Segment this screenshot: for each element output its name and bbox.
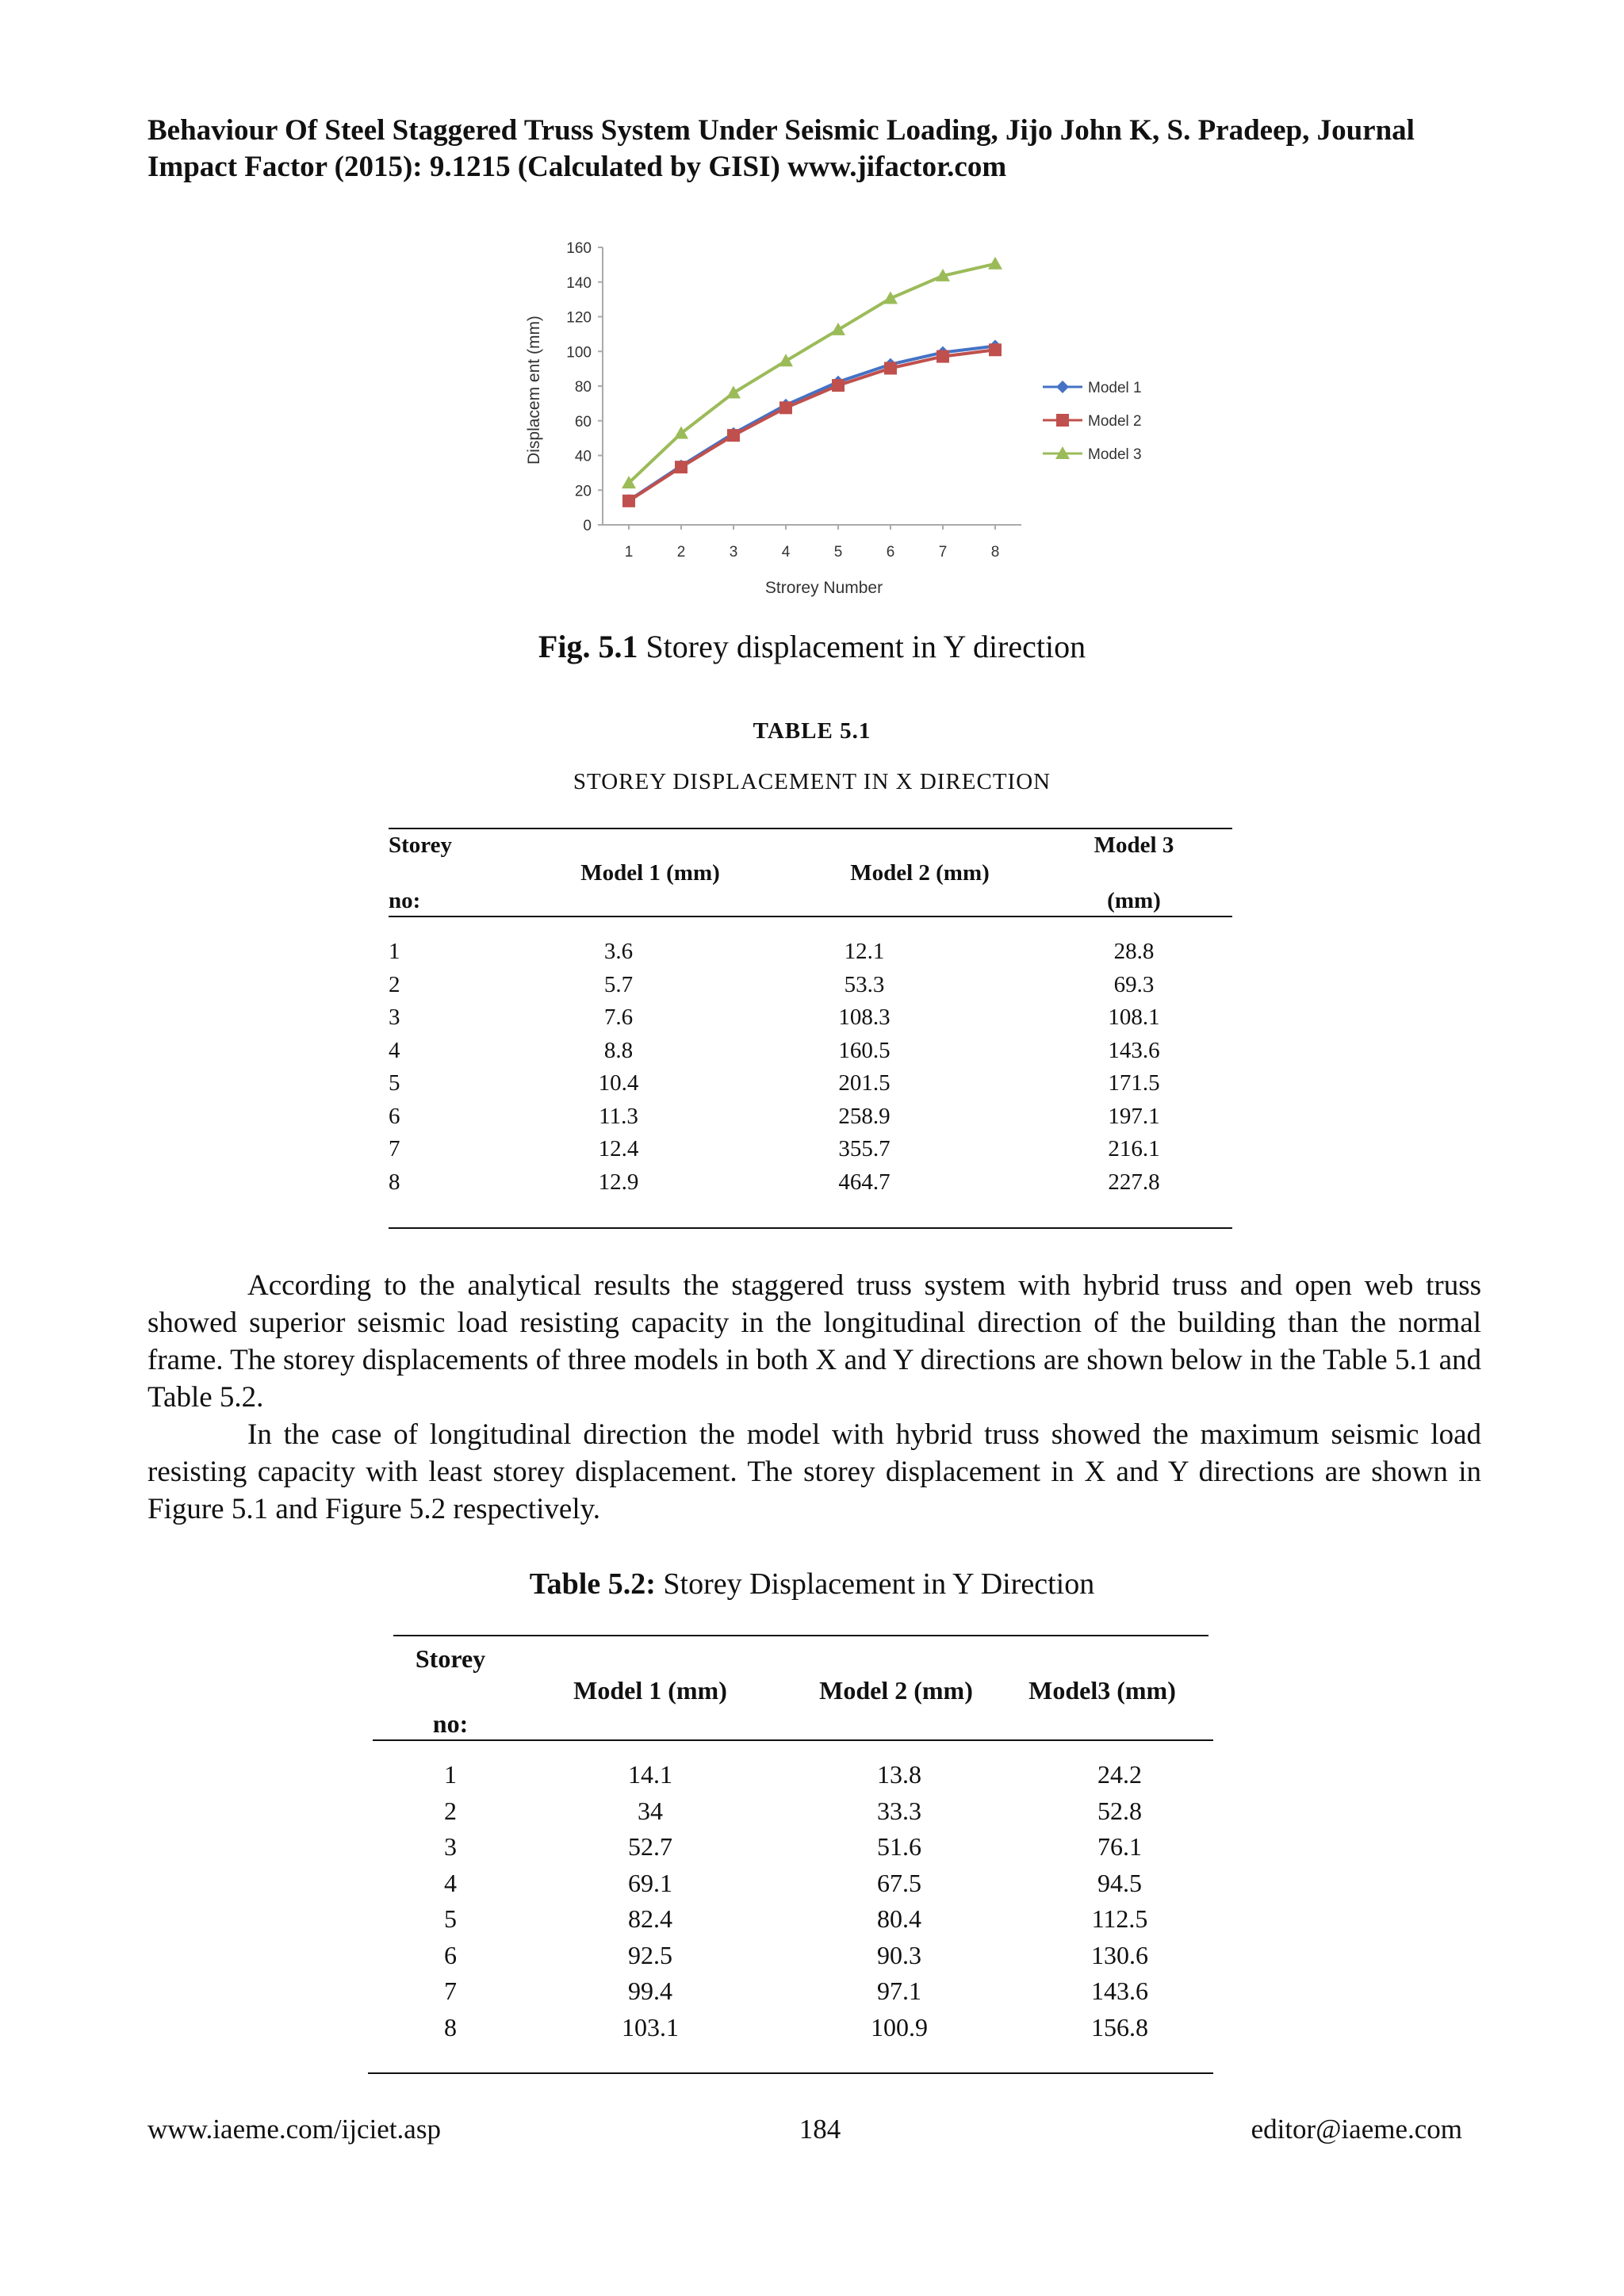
table1-cell-r1-c1: 1 [389, 939, 400, 964]
table2-cell-r7-c3: 97.1 [877, 1976, 921, 2005]
table1-top-rule [389, 828, 1232, 829]
y-tick-label: 20 [574, 483, 592, 500]
footer-url: www.iaeme.com/ijciet.asp [147, 2114, 441, 2145]
table2-cell-r3-c3: 51.6 [877, 1832, 921, 1861]
table1-cell-r6-c3: 258.9 [838, 1103, 891, 1129]
x-axis-label: Strorey Number [764, 579, 883, 597]
chart-svg [523, 232, 1158, 612]
x-tick-label: 5 [833, 544, 843, 561]
point-model-3-storey-5 [831, 323, 845, 335]
x-tick-label: 3 [729, 544, 738, 561]
point-model-2-storey-3 [727, 429, 740, 442]
y-tick-label: 60 [574, 413, 592, 430]
table2-cell-r1-c1: 1 [444, 1760, 457, 1789]
y-tick-label: 160 [566, 240, 592, 257]
table1-cell-r8-c2: 12.9 [598, 1169, 639, 1195]
table2-cell-r6-c1: 6 [444, 1940, 457, 1969]
table1-header-storey-2: no: [389, 888, 421, 913]
table2-cell-r1-c3: 13.8 [877, 1760, 921, 1789]
table2-cell-r2-c4: 52.8 [1097, 1796, 1142, 1825]
table2-cell-r8-c1: 8 [444, 2012, 457, 2042]
y-tick-label: 0 [583, 518, 592, 534]
point-model-3-storey-4 [779, 354, 793, 366]
table2-header-model1: Model 1 (mm) [573, 1676, 727, 1705]
table2-cell-r3-c1: 3 [444, 1832, 457, 1861]
table1-cell-r7-c1: 7 [389, 1136, 400, 1161]
table1-cell-r5-c4: 171.5 [1108, 1070, 1160, 1096]
table1-cell-r7-c4: 216.1 [1108, 1136, 1160, 1161]
footer-page-number: 184 [799, 2114, 841, 2145]
header-line-2: Impact Factor (2015): 9.1215 (Calculated by GISI) www.jifactor.com [147, 151, 1007, 183]
table1-cell-r1-c3: 12.1 [844, 939, 885, 964]
table1-cell-r1-c2: 3.6 [603, 939, 634, 964]
paragraph-2: In the case of longitudinal direction the model with hybrid truss showed the maximum seismic load resisting capacity with least storey displacement. The storey displacement in X and Y directions are shown in Figure 5.1 and Figure 5.2 respectively. [147, 1418, 1481, 1525]
table1-bottom-rule [389, 1227, 1232, 1229]
table2-cell-r6-c2: 92.5 [628, 1940, 672, 1969]
table1-cell-r7-c3: 355.7 [838, 1136, 891, 1161]
table2-cell-r8-c2: 103.1 [622, 2012, 679, 2042]
table1-cell-r3-c2: 7.6 [603, 1004, 634, 1030]
point-model-2-storey-2 [675, 461, 688, 473]
table1-cell-r6-c2: 11.3 [599, 1103, 638, 1129]
table2-title-text: Storey Displacement in Y Direction [663, 1567, 1095, 1601]
point-model-3-storey-3 [726, 386, 741, 399]
table2-cell-r5-c1: 5 [444, 1904, 457, 1933]
table1-cell-r3-c1: 3 [389, 1004, 400, 1030]
table2-cell-r4-c3: 67.5 [877, 1868, 921, 1897]
table1-cell-r4-c4: 143.6 [1108, 1037, 1160, 1063]
table1-cell-r2-c4: 69.3 [1113, 971, 1155, 997]
table1-header-model3-1: Model 3 [1094, 832, 1174, 858]
table2-title [0, 1567, 1624, 1601]
figure-caption [0, 628, 1624, 665]
y-tick-label: 120 [566, 309, 592, 327]
table2-header-storey-1: Storey [415, 1644, 486, 1673]
table1-cell-r2-c1: 2 [389, 971, 400, 997]
header-line-1: Behaviour Of Steel Staggered Truss System Under Seismic Loading, Jijo John K, S. Pradeep, Journal [147, 114, 1415, 147]
table1-label: TABLE 5.1 [753, 718, 871, 744]
table1-cell-r2-c2: 5.7 [603, 971, 634, 997]
table2-bottom-rule [368, 2072, 1213, 2074]
x-tick-label: 4 [781, 544, 791, 561]
table1-cell-r8-c3: 464.7 [838, 1169, 891, 1195]
table2-cell-r6-c3: 90.3 [877, 1940, 921, 1969]
series-line-model-1 [629, 346, 995, 500]
table2-cell-r4-c1: 4 [444, 1868, 457, 1897]
table1-cell-r5-c2: 10.4 [598, 1070, 639, 1096]
x-tick-label: 6 [886, 544, 895, 561]
table2-cell-r5-c2: 82.4 [628, 1904, 672, 1933]
table1-cell-r8-c1: 8 [389, 1169, 400, 1195]
legend-label-model-1: Model 1 [1088, 380, 1142, 396]
point-model-2-storey-6 [884, 362, 897, 374]
table1-title: STOREY DISPLACEMENT IN X DIRECTION [573, 769, 1051, 794]
table2-cell-r5-c4: 112.5 [1091, 1904, 1148, 1933]
table2-cell-r6-c4: 130.6 [1091, 1940, 1148, 1969]
table1-cell-r7-c2: 12.4 [598, 1136, 639, 1161]
table2-cell-r4-c2: 69.1 [628, 1868, 672, 1897]
point-model-2-storey-4 [779, 401, 792, 414]
table2-cell-r7-c1: 7 [444, 1976, 457, 2005]
displacement-chart [523, 232, 1158, 612]
table2-cell-r2-c1: 2 [444, 1796, 457, 1825]
y-tick-label: 140 [566, 274, 592, 292]
series-line-model-3 [629, 264, 995, 483]
legend-label-model-2: Model 2 [1088, 413, 1142, 430]
table1-cell-r6-c1: 6 [389, 1103, 400, 1129]
table2-cell-r2-c2: 34 [638, 1796, 663, 1825]
figure-label: Fig. 5.1 [538, 629, 638, 664]
table1-cell-r2-c3: 53.3 [844, 971, 885, 997]
table1-header-rule [389, 916, 1232, 917]
table1-cell-r5-c3: 201.5 [838, 1070, 891, 1096]
table2-cell-r1-c4: 24.2 [1097, 1760, 1142, 1789]
table2-label: Table 5.2: [529, 1567, 656, 1601]
y-tick-label: 80 [574, 379, 592, 396]
table1-cell-r3-c4: 108.1 [1108, 1004, 1160, 1030]
table2-cell-r1-c2: 14.1 [628, 1760, 672, 1789]
table1-header-storey-1: Storey [389, 832, 453, 858]
point-model-2-storey-5 [832, 379, 845, 392]
table2-cell-r4-c4: 94.5 [1097, 1868, 1142, 1897]
table1-cell-r1-c4: 28.8 [1113, 939, 1155, 964]
point-model-2-storey-1 [622, 495, 635, 507]
table2-cell-r8-c4: 156.8 [1091, 2012, 1148, 2042]
x-tick-label: 7 [938, 544, 948, 561]
table1-cell-r4-c1: 4 [389, 1037, 400, 1063]
table1-cell-r5-c1: 5 [389, 1070, 400, 1096]
table2-cell-r7-c2: 99.4 [628, 1976, 672, 2005]
x-tick-label: 8 [990, 544, 1000, 561]
x-tick-label: 1 [624, 544, 634, 561]
table2-top-rule [393, 1635, 1208, 1636]
paragraph-1: According to the analytical results the staggered truss system with hybrid truss and open web truss showed superior seismic load resisting capacity in the longitudinal direction of the building than the normal frame. The storey displacements of three models in both X and Y directions are shown below in the Table 5.1 and Table 5.2. [147, 1269, 1481, 1414]
y-tick-label: 40 [574, 448, 592, 465]
running-header [147, 113, 1481, 186]
table1-cell-r4-c2: 8.8 [603, 1037, 634, 1063]
table1-header-model2: Model 2 (mm) [850, 860, 990, 886]
table2-cell-r8-c3: 100.9 [871, 2012, 928, 2042]
y-axis-label: Displacem ent (mm) [525, 316, 543, 465]
x-tick-label: 2 [676, 544, 686, 561]
point-model-2-storey-7 [936, 350, 949, 363]
series-line-model-2 [629, 350, 995, 501]
table1-cell-r3-c3: 108.3 [838, 1004, 891, 1030]
table2-cell-r5-c3: 80.4 [877, 1904, 921, 1933]
point-model-2-storey-8 [989, 343, 1002, 356]
table1-header-model1: Model 1 (mm) [580, 860, 720, 886]
table1-cell-r6-c4: 197.1 [1108, 1103, 1160, 1129]
table2-header-model3: Model3 (mm) [1028, 1676, 1176, 1705]
table2-cell-r3-c4: 76.1 [1097, 1832, 1142, 1861]
table2-header-model2: Model 2 (mm) [819, 1676, 973, 1705]
legend-label-model-3: Model 3 [1088, 446, 1142, 463]
table1-cell-r4-c3: 160.5 [838, 1037, 891, 1063]
table2-header-rule [373, 1739, 1213, 1741]
figure-caption-text: Storey displacement in Y direction [645, 629, 1086, 664]
legend-marker-model-2 [1056, 414, 1069, 427]
table2-header-storey-2: no: [432, 1709, 469, 1738]
table2-cell-r2-c3: 33.3 [877, 1796, 921, 1825]
y-tick-label: 100 [566, 344, 592, 362]
point-model-3-storey-8 [988, 257, 1002, 270]
table2-cell-r7-c4: 143.6 [1091, 1976, 1148, 2005]
footer-email: editor@iaeme.com [1251, 2114, 1462, 2145]
legend-marker-model-1 [1056, 381, 1069, 393]
table1-cell-r8-c4: 227.8 [1108, 1169, 1160, 1195]
table2-cell-r3-c2: 52.7 [628, 1832, 672, 1861]
table1-header-model3-2: (mm) [1107, 888, 1161, 913]
